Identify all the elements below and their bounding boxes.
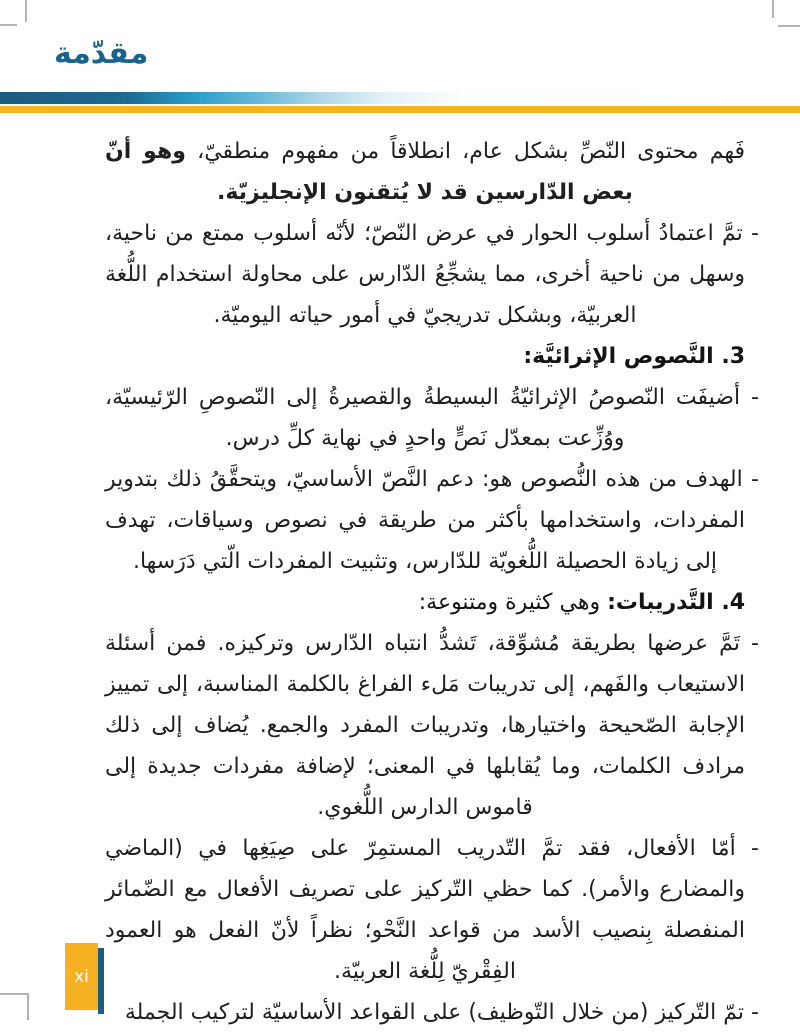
bullet-paragraph-exercises-presentation: - تَمَّ عرضها بطريقة مُشوِّقة، تَشدُّ انتباه الدّارس وتركيزه. فمن أسئلة الاستيعاب والفَهم، إلى تدريبات مَلء الفراغ بالكلمة المناسبة، إلى تمييز الإجابة الصّحيحة واختيارها، وتدريبات المفرد والجمع. يُضاف إلى ذلك مرادف الكلمات، وما يُقابلها في المعنى؛ لإضافة مفردات جديدة إلى قاموس الدارس اللُّغوي. [105, 631, 759, 820]
crop-mark-top-left-vertical [25, 0, 27, 22]
page-number-badge-yellow [65, 943, 98, 1010]
section-heading-4-exercises: 4. التَّدريبات: وهي كثيرة ومتنوعة: [418, 590, 745, 615]
bullet-paragraph-verbs-training: - أمّا الأفعال، فقد تمَّ التّدريب المستمِرّ على صِيَغِها في (الماضي والمضارع والأمر). كما حظي التّركيز على تصريف الأفعال مع الضّمائر المنفصلة بِنصيب الأسد من قواعد النَّحْو؛ نظراً لأنّ الفعل هو العمود الفِقْريّ لِلُّغة العربيّة. [105, 836, 759, 984]
bullet-paragraph-dialogue-style: - تمَّ اعتمادُ أسلوب الحوار في عرض النّصّ؛ لأنّه أسلوب ممتع من ناحية، وسهل من ناحية أخرى، مما يشجِّعُ الدّارس على محاولة استخدام اللُّغة العربيّة، وبشكل تدريجيّ في أمور حياته اليوميّة. [105, 221, 759, 328]
crop-mark-bottom-left-horizontal [0, 993, 28, 995]
crop-mark-top-right-horizontal [778, 25, 800, 27]
header-gradient-bar [0, 92, 800, 104]
page-number-badge-stripe [98, 948, 104, 1014]
paragraph-text: فَهم محتوى النّصِّ بشكل عام، انطلاقاً من مفهوم منطقيّ، [185, 139, 746, 164]
header-accent-bar [0, 106, 800, 113]
crop-mark-top-left-horizontal [0, 24, 17, 26]
bullet-paragraph-grammar-focus: - تمّ التّركيز (من خلال التّوظيف) على القواعد الأساسيّة لتركيب الجملة [124, 1000, 759, 1025]
crop-mark-top-right-vertical [772, 0, 774, 18]
bullet-paragraph-texts-added: - أضيفَت النّصوصُ الإثرائيّةُ البسيطةُ والقصيرةُ إلى النّصوصِ الرّئيسيّة، ووُزِّعت بمعدّل نَصٍّ واحدٍ في نهاية كلِّ درس. [105, 385, 759, 451]
page-body-text [105, 131, 759, 1033]
page-title: مقدّمة [54, 36, 149, 71]
paragraph-intro-continuation [105, 131, 745, 213]
paragraph-bold-text: وهو أنّ بعض الدّارسين قد لا يُتقنون الإنجليزيّة. [105, 139, 633, 205]
section-heading-3-enrichment-texts: 3. النَّصوص الإثرائيَّة: [523, 344, 745, 369]
crop-mark-bottom-left-vertical [27, 993, 29, 1020]
page-number: xi [74, 966, 89, 987]
bullet-paragraph-texts-goal: - الهدف من هذه النُّصوص هو: دعم النَّصّ الأساسيّ، ويتحقَّقُ ذلك بتدوير المفردات، واستخدامها بأكثر من طريقة في نصوص وسياقات، تهدف إلى زيادة الحصيلة اللُّغويّة للدّارس، وتثبيت المفردات الّتي دَرَسها. [105, 467, 759, 574]
